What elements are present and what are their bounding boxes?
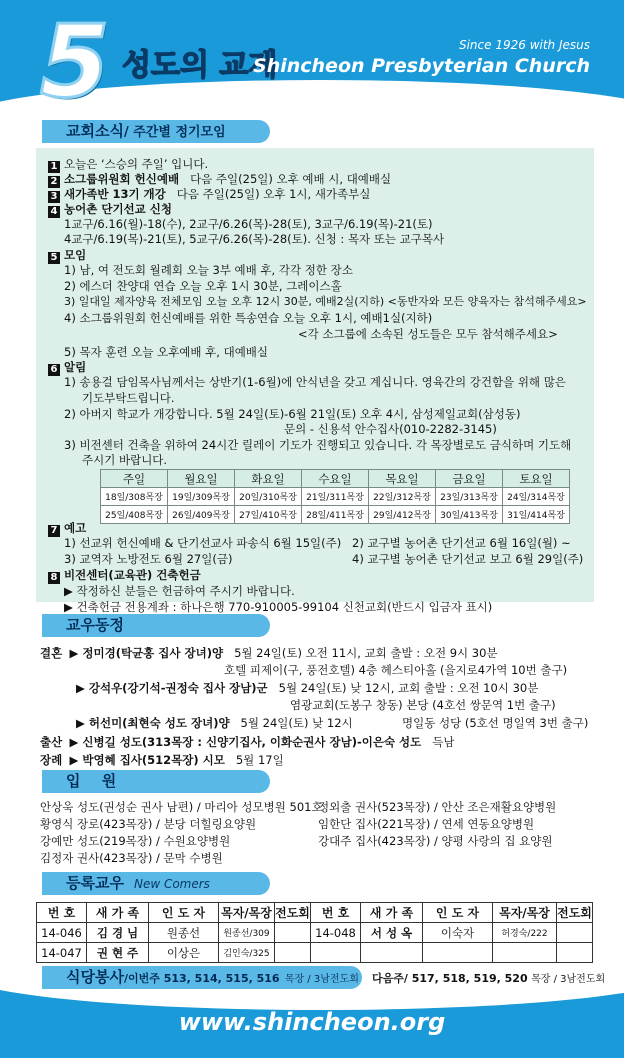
kitchen-this-week: /이번주 513, 514, 515, 516	[123, 972, 280, 985]
nc-cell	[493, 943, 557, 963]
kitchen-this-week-2: 목장 / 3남전도회	[284, 974, 359, 985]
wedding-2: ▶ 강석우(강기석-권정숙 집사 장남)군 5월 24일(토) 낮 12시, 교회 출발 : 오전 10시 30분	[76, 681, 539, 695]
sched-cell: 30일/413목장	[436, 506, 503, 524]
nc-cell: 14-046	[37, 923, 87, 943]
nc-header: 인 도 자	[423, 903, 493, 923]
page-number: 5	[40, 3, 110, 120]
sched-cell: 21일/311목장	[302, 488, 369, 506]
news-item-7-1: 1) 선교위 헌신예배 & 단기선교사 파송식 6월 15일(주)	[64, 536, 342, 550]
news-item-6-3: 3) 비전센터 건축을 위하여 24시간 릴레이 기도가 진행되고 있습니다. 각 목장별로도 금식하며 기도해	[64, 438, 572, 452]
news-item-6: 6 알림	[48, 360, 86, 376]
nc-cell: 이숙자	[423, 923, 493, 943]
kitchen-next-week: 다음주/ 517, 518, 519, 520 목장 / 3남전도회	[372, 972, 606, 985]
birth: 출산 ▶ 신병길 성도(313목장 : 신양기집사, 이화순권사 장남)-이은숙 성도 득남	[40, 735, 455, 749]
section-newcomers-title: 등록교우	[66, 874, 124, 892]
news-item-4-line-2: 4교구/6.19(목)-21(토), 5교구/6.26(목)-28(토). 신청 : 목자 또는 교구목사	[64, 232, 445, 246]
section-members	[42, 614, 270, 637]
nc-cell	[361, 943, 423, 963]
news-item-5: 5 모임	[48, 248, 86, 264]
funeral: 장례 ▶ 박영혜 집사(512목장) 시모 5월 17일	[40, 753, 284, 767]
hospital-left-2: 황영식 장로(423목장) / 분당 더힐링요양원	[40, 817, 257, 831]
wedding-2-venue: 염광교회(도봉구 창동) 본당 (4호선 쌍문역 1번 출구)	[290, 698, 556, 712]
nc-cell	[311, 943, 361, 963]
website-link[interactable]: www.shincheon.org	[178, 1008, 446, 1036]
news-item-1: 1 오늘은 ‘스승의 주일’ 입니다.	[48, 157, 208, 173]
hospital-right-3: 강대주 집사(423목장) / 양평 사랑의 집 요양원	[318, 834, 553, 848]
nc-cell: 14-047	[37, 943, 87, 963]
news-item-6-1: 1) 송용걸 담임목사님께서는 상반기(1-6월)에 안식년을 갖고 계십니다. 영육간의 강건함을 위해 많은	[64, 375, 566, 389]
section-kitchen-title: 식당봉사	[66, 968, 124, 986]
section-newcomers-en: New Comers	[133, 877, 210, 891]
nc-cell	[275, 943, 311, 963]
section-hospital	[42, 770, 270, 793]
sched-cell: 25일/408목장	[101, 506, 168, 524]
hospital-left-3: 강예만 성도(219목장) / 수원요양병원	[40, 834, 231, 848]
news-item-6-1b: 기도부탁드립니다.	[82, 391, 175, 405]
news-item-8-1: ▶ 작정하신 분들은 헌금하여 주시기 바랍니다.	[64, 584, 295, 598]
sched-day: 수요일	[302, 470, 369, 488]
news-item-5-4: 4) 소그룹위원회 헌신예배를 위한 특송연습 오늘 오후 1시, 예배1실(지하)	[64, 311, 433, 325]
nc-header: 번 호	[311, 903, 361, 923]
section-newcomers	[42, 872, 270, 895]
news-item-8-2: ▶ 건축헌금 전용계좌 : 하나은행 770-910005-99104 신천교회(반드시 입금자 표시)	[64, 600, 493, 614]
sched-cell: 26일/409목장	[168, 506, 235, 524]
footer-wave	[0, 990, 624, 1010]
sched-cell: 29일/412목장	[369, 506, 436, 524]
news-item-3: 3 새가족반 13기 개강 다음 주일(25일) 오후 1시, 새가족부실	[48, 187, 370, 203]
sched-day: 월요일	[168, 470, 235, 488]
news-item-5-4-note: <각 소그룹에 소속된 성도들은 모두 참석해주세요>	[298, 327, 558, 341]
hospital-left-4: 김정자 권사(423목장) / 문막 수병원	[40, 851, 223, 865]
wedding-3: ▶ 허선미(최현숙 성도 장녀)양 5월 24일(토) 낮 12시	[76, 716, 353, 730]
section-hospital-title: 입 원	[66, 772, 125, 790]
nc-cell: 이상은	[149, 943, 219, 963]
news-item-5-3: 3) 일대일 제자양육 전체모임 오늘 오후 12시 30분, 예배2실(지하) <동반자와 모든 양육자는 참석해주세요>	[64, 295, 587, 308]
nc-cell: 허경숙/222	[493, 923, 557, 943]
nc-header: 번 호	[37, 903, 87, 923]
nc-header: 전도회	[275, 903, 311, 923]
section-news-title: 교회소식	[66, 122, 124, 140]
nc-header: 새 가 족	[361, 903, 423, 923]
news-item-6-2: 2) 아버지 학교가 개강합니다. 5월 24일(토)-6월 21일(토) 오후 4시, 삼성제일교회(삼성동)	[64, 407, 521, 421]
sched-cell: 18일/308목장	[101, 488, 168, 506]
wedding-3-venue: 명일동 성당 (5호선 명일역 3번 출구)	[402, 716, 589, 730]
sched-cell: 20일/310목장	[235, 488, 302, 506]
nc-cell: 원종선	[149, 923, 219, 943]
news-item-7-3: 3) 교역자 노방전도 6월 27일(금)	[64, 552, 233, 566]
sched-day: 토요일	[503, 470, 570, 488]
sched-day: 목요일	[369, 470, 436, 488]
news-item-7: 7 예고	[48, 521, 86, 537]
news-item-8: 8 비전센터(교육관) 건축헌금	[48, 568, 201, 584]
sched-cell: 31일/414목장	[503, 506, 570, 524]
nc-cell: 서 성 옥	[361, 923, 423, 943]
sched-cell: 28일/411목장	[302, 506, 369, 524]
church-name: Shincheon Presbyterian Church	[253, 55, 590, 77]
section-kitchen	[42, 966, 362, 989]
hospital-right-2: 임한단 집사(221목장) / 연세 연동요양병원	[318, 817, 535, 831]
sched-cell: 23일/313목장	[436, 488, 503, 506]
nc-cell: 김인숙/325	[219, 943, 275, 963]
nc-cell: 14-048	[311, 923, 361, 943]
news-item-4: 4 농어촌 단기선교 신청	[48, 202, 172, 218]
hospital-left-1: 안상욱 성도(권성순 권사 남편) / 마리아 성모병원 501호	[40, 800, 323, 814]
news-item-7-4: 4) 교구별 농어촌 단기선교 보고 6월 29일(주)	[352, 552, 584, 566]
section-members-title: 교우동정	[66, 616, 124, 634]
nc-cell	[557, 943, 593, 963]
hospital-right-1: 정외출 권사(523목장) / 안산 조은재활요양병원	[318, 800, 557, 814]
news-item-5-2: 2) 에스더 찬양대 연습 오늘 오후 1시 30분, 그레이스홀	[64, 279, 342, 293]
news-item-6-2b: 문의 - 신용석 안수집사(010-2282-3145)	[284, 422, 497, 436]
news-item-7-2: 2) 교구별 농어촌 단기선교 6월 16일(월) ~	[352, 536, 571, 550]
nc-header: 목자/목장	[493, 903, 557, 923]
sched-cell: 27일/410목장	[235, 506, 302, 524]
nc-header: 전도회	[557, 903, 593, 923]
nc-header: 새 가 족	[87, 903, 149, 923]
news-item-5-1: 1) 남, 여 전도회 월례회 오늘 3부 예배 후, 각각 정한 장소	[64, 263, 353, 277]
nc-cell: 원종선/309	[219, 923, 275, 943]
news-item-6-3b: 주시기 바랍니다.	[82, 453, 168, 467]
page-title: 성도의 교제	[122, 48, 278, 83]
wedding-1: 결혼 ▶ 정미경(탁균홍 집사 장녀)양 5월 24일(토) 오전 11시, 교회 출발 : 오전 9시 30분	[40, 646, 498, 660]
since-tagline: Since 1926 with Jesus	[458, 38, 590, 52]
wedding-1-venue: 호텔 피제이(구, 풍전호텔) 4층 헤스티아홀 (을지로4가역 10번 출구)	[224, 663, 568, 677]
nc-cell: 권 현 주	[87, 943, 149, 963]
sched-day: 화요일	[235, 470, 302, 488]
sched-cell: 24일/314목장	[503, 488, 570, 506]
nc-cell	[557, 923, 593, 943]
section-news	[42, 120, 270, 143]
nc-header: 목자/목장	[219, 903, 275, 923]
news-item-5-5: 5) 목자 훈련 오늘 오후예배 후, 대예배실	[64, 345, 269, 359]
news-item-4-line-1: 1교구/6.16(월)-18(수), 2교구/6.26(목)-28(토), 3교구/6.19(목)-21(토)	[64, 217, 433, 231]
prayer-schedule-table	[100, 469, 570, 524]
news-item-2: 2 소그룹위원회 헌신예배 다음 주일(25일) 오후 예배 시, 대예배실	[48, 172, 391, 188]
sched-cell: 19일/309목장	[168, 488, 235, 506]
nc-cell	[423, 943, 493, 963]
nc-cell: 김 경 님	[87, 923, 149, 943]
sched-cell: 22일/312목장	[369, 488, 436, 506]
sched-day: 금요일	[436, 470, 503, 488]
nc-cell	[275, 923, 311, 943]
sched-day: 주일	[101, 470, 168, 488]
nc-header: 인 도 자	[149, 903, 219, 923]
section-news-subtitle: / 주간별 정기모임	[123, 125, 226, 140]
newcomers-table	[36, 902, 593, 963]
